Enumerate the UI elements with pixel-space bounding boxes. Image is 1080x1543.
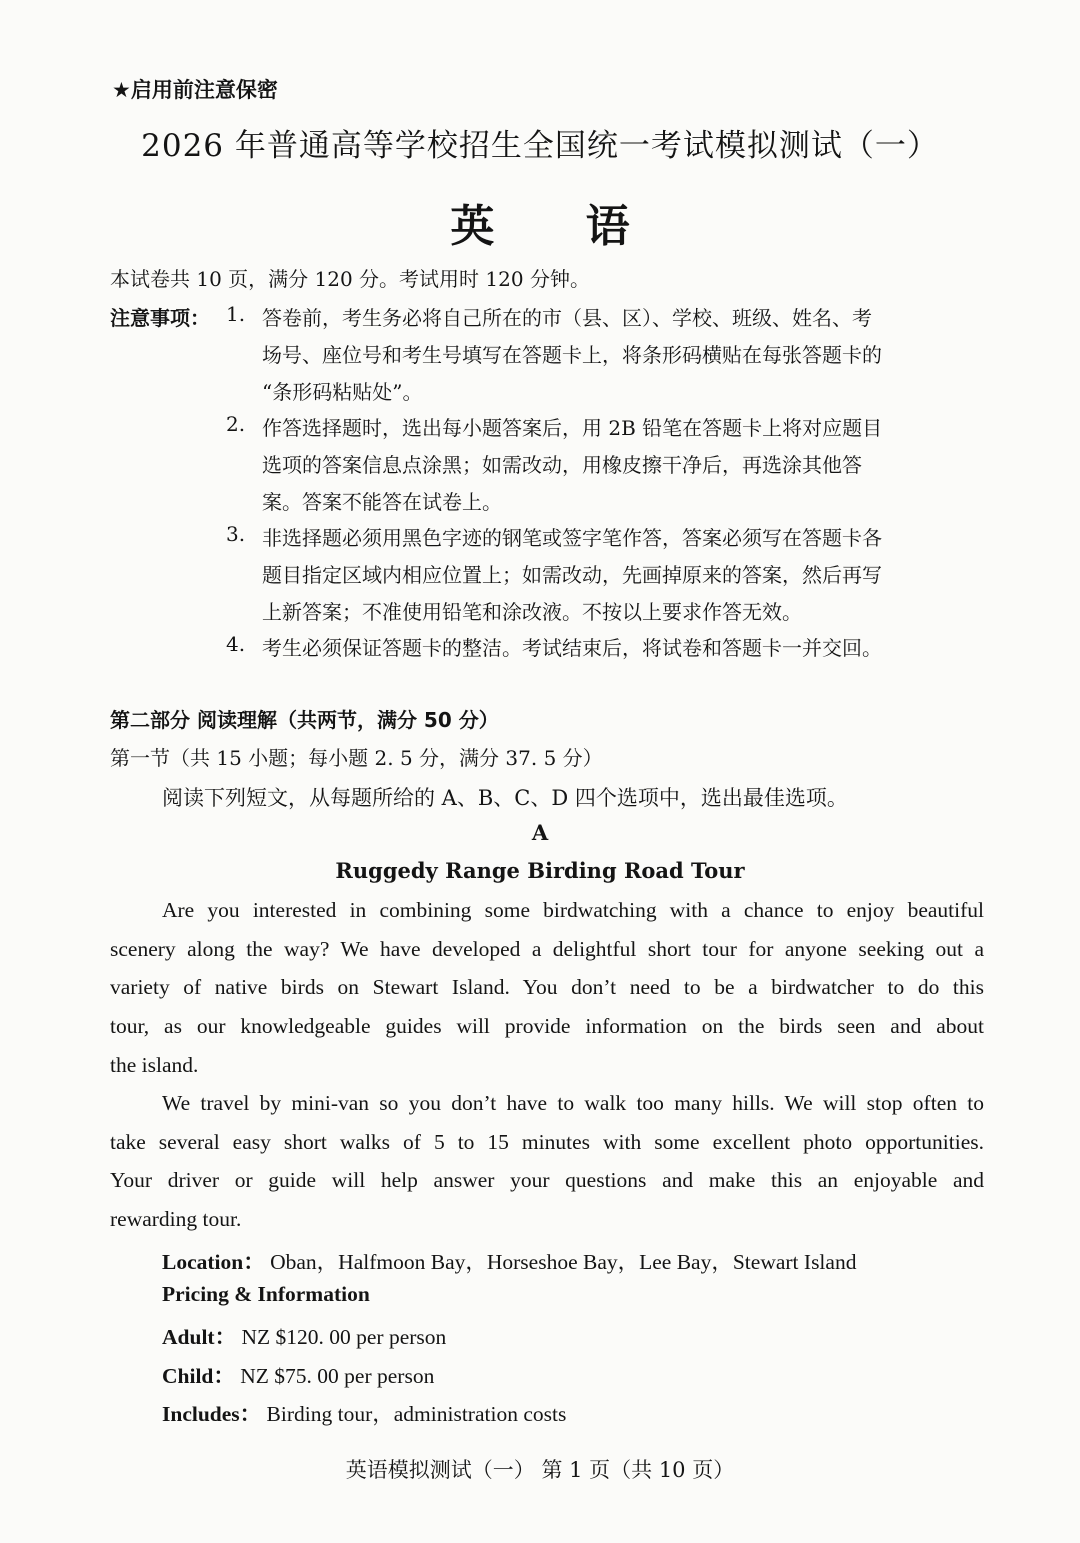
paragraph-line: rewarding tour. [110, 1207, 242, 1231]
note-line: 考生必须保证答题卡的整洁。考试结束后，将试卷和答题卡一并交回。 [262, 636, 882, 660]
note-number: 2. [226, 412, 246, 436]
paragraph-line: take several easy short walks of 5 to 15 minutes with some excellent photo opportunities. [110, 1130, 984, 1154]
reading-instructions: 阅读下列短文，从每题所给的 A、B、C、D 四个选项中，选出最佳选项。 [162, 786, 848, 810]
includes-line [162, 1397, 566, 1428]
paragraph-line: Are you interested in combining some birdwatching with a chance to enjoy beautiful [162, 898, 984, 922]
passage-letter: A [531, 820, 549, 845]
passage-title: Ruggedy Range Birding Road Tour [335, 858, 745, 883]
includes-value: Birding tour，administration costs [261, 1402, 567, 1426]
adult-price: NZ $120. 00 per person [236, 1325, 447, 1349]
location-value: Oban，Halfmoon Bay，Horseshoe Bay，Lee Bay，Stewart Island [264, 1250, 857, 1274]
child-price: NZ $75. 00 per person [234, 1364, 435, 1388]
child-price-line [162, 1359, 434, 1390]
paragraph-line: We travel by mini-van so you don’t have to walk too many hills. We will stop often to [162, 1091, 984, 1115]
note-line: 题目指定区域内相应位置上；如需改动，先画掉原来的答案，然后再写 [262, 563, 882, 587]
section-subheading: 第一节（共 15 小题；每小题 2. 5 分，满分 37. 5 分） [110, 746, 603, 770]
note-line: 案。答案不能答在试卷上。 [262, 490, 502, 514]
paragraph-line: variety of native birds on Stewart Island. You don’t need to be a birdwatcher to do this [110, 975, 984, 999]
exam-title: 2026 年普通高等学校招生全国统一考试模拟测试（一） [141, 128, 939, 164]
note-line: 作答选择题时，选出每小题答案后，用 2B 铅笔在答题卡上将对应题目 [262, 416, 883, 440]
includes-label: Includes： [162, 1402, 262, 1426]
adult-label: Adult： [162, 1325, 237, 1349]
subject-title: 英 语 [450, 201, 668, 252]
paragraph-line: the island. [110, 1053, 199, 1077]
pricing-heading [162, 1282, 370, 1307]
page-footer: 英语模拟测试（一） 第 1 页（共 10 页） [345, 1458, 735, 1482]
paragraph-line: Your driver or guide will help answer your questions and make this an enjoyable and [110, 1168, 984, 1192]
note-number: 3. [226, 522, 246, 546]
section-heading: 第二部分 阅读理解（共两节，满分 50 分） [110, 708, 499, 732]
pricing-label: Pricing & Information [162, 1282, 370, 1306]
child-label: Child： [162, 1364, 235, 1388]
confidential-notice: ★启用前注意保密 [112, 78, 278, 102]
notes-label: 注意事项： [110, 306, 210, 330]
note-line: 上新答案；不准使用铅笔和涂改液。不按以上要求作答无效。 [262, 600, 802, 624]
note-number: 4. [226, 632, 246, 656]
note-line: 选项的答案信息点涂黑；如需改动，用橡皮擦干净后，再选涂其他答 [262, 453, 862, 477]
paragraph-line: tour, as our knowledgeable guides will provide information on the birds seen and about [110, 1014, 984, 1038]
exam-meta: 本试卷共 10 页，满分 120 分。考试用时 120 分钟。 [110, 267, 590, 291]
paragraph-line: scenery along the way? We have developed a delightful short tour for anyone seeking out a [110, 937, 984, 961]
note-line: 非选择题必须用黑色字迹的钢笔或签字笔作答，答案必须写在答题卡各 [262, 526, 882, 550]
note-line: 答卷前，考生务必将自己所在的市（县、区）、学校、班级、姓名、考 [262, 306, 872, 330]
note-number: 1. [226, 302, 246, 326]
location-line [162, 1245, 856, 1276]
adult-price-line [162, 1320, 446, 1351]
location-label: Location： [162, 1250, 265, 1274]
note-line: 场号、座位号和考生号填写在答题卡上，将条形码横贴在每张答题卡的 [262, 343, 882, 367]
note-line: “条形码粘贴处”。 [262, 380, 423, 404]
